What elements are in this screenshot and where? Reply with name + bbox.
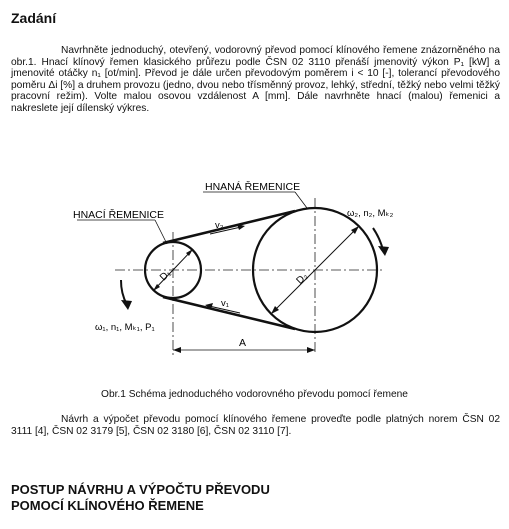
belt-upper	[163, 211, 295, 243]
label-driving-params: ω₁, n₁, Mₖ₁, P₁	[95, 322, 155, 333]
label-v2: v₂	[215, 220, 224, 231]
label-d2: D₂	[294, 270, 311, 287]
label-driven-pulley: HNANÁ ŘEMENICE	[205, 181, 301, 193]
label-d1: D₁	[157, 267, 174, 284]
assignment-paragraph: Navrhněte jednoduchý, otevřený, vodorovný převod pomocí klínového řemene znázorněného na obr.1. Hnací klínový řemen klasického průřezu podle ČSN 02 3110 přenáší jmenovitý výkon P₁ [kW] a jmenovité otáčky n₁ [ot/min]. Převod je dále určen převodovým poměrem i < 10 [-], tolerancí převodového poměru Δi [%] a druhem provozu (jedno, dvou nebo třísměnný provoz, lehký, střední, těžký nebo velmi těžký pracovní režim). Volte malou osovou vzdálenost A [mm]. Dále navrhněte hnací (malou) řemenici a nakreslete její dílenský výkres.	[11, 45, 500, 114]
section-title-line2: POMOCÍ KLÍNOVÉHO ŘEMENE	[11, 498, 204, 513]
section-title	[11, 482, 270, 514]
standards-paragraph: Návrh a výpočet převodu pomocí klínového řemene proveďte podle platných norem ČSN 02 3111 [4], ČSN 02 3179 [5], ČSN 02 3180 [6], ČSN 02 3110 [7].	[11, 414, 500, 437]
section-title-line1: POSTUP NÁVRHU A VÝPOČTU PŘEVODU	[11, 482, 270, 497]
belt-drive-diagram	[55, 170, 455, 370]
label-driven-params: ω₂, n₂, Mₖ₂	[347, 208, 394, 219]
label-driving-pulley: HNACÍ ŘEMENICE	[73, 209, 165, 221]
figure-caption: Obr.1 Schéma jednoduchého vodorovného převodu pomocí řemene	[101, 389, 408, 400]
label-distance-a: A	[239, 337, 247, 349]
belt-lower	[163, 297, 295, 329]
heading-zadani: Zadání	[11, 10, 57, 26]
label-v1: v₁	[221, 298, 229, 309]
